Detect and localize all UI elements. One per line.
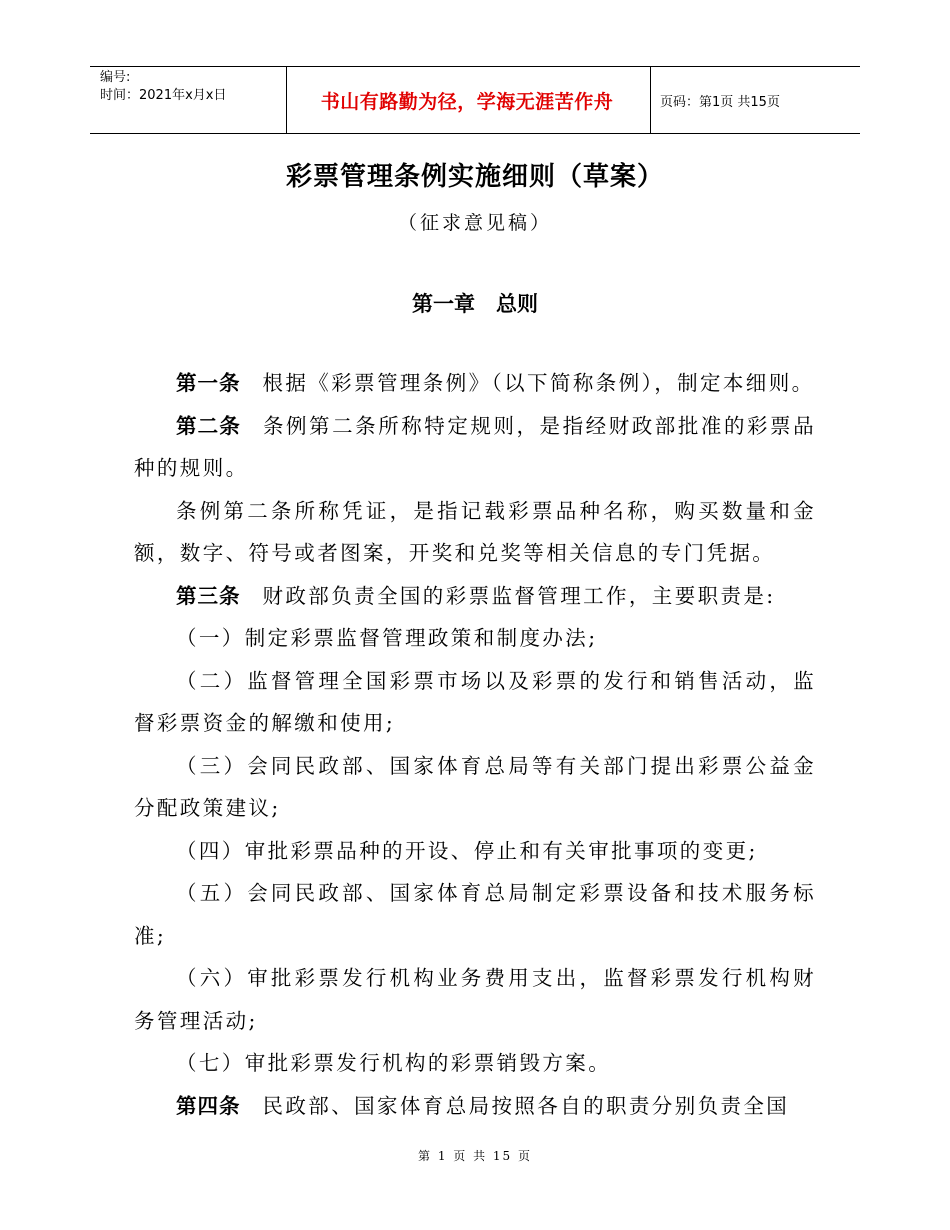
- list-item-text: （一）制定彩票监督管理政策和制度办法;: [176, 626, 598, 650]
- article-text: 条例第二条所称凭证，是指记载彩票品种名称，购买数量和金额，数字、符号或者图案，开奖和兑奖等相关信息的专门凭据。: [134, 498, 816, 565]
- list-item-text: （六）审批彩票发行机构业务费用支出，监督彩票发行机构财务管理活动;: [134, 966, 816, 1033]
- list-item: [134, 1042, 816, 1085]
- list-item: [134, 745, 816, 830]
- article-label: 第四条: [176, 1093, 241, 1118]
- header-table: [90, 66, 860, 134]
- document-subtitle: （征求意见稿）: [397, 212, 552, 234]
- list-item: [134, 617, 816, 660]
- article-paragraph: [134, 575, 816, 618]
- list-item-text: （七）审批彩票发行机构的彩票销毁方案。: [176, 1051, 612, 1075]
- article-text: 条例第二条所称特定规则，是指经财政部批准的彩票品种的规则。: [134, 413, 816, 480]
- list-item: [134, 957, 816, 1042]
- number-label: 编号:: [100, 70, 131, 85]
- article-text: 民政部、国家体育总局按照各自的职责分别负责全国: [262, 1093, 790, 1118]
- article-label: 第三条: [176, 583, 241, 608]
- list-item-text: （四）审批彩票品种的开设、停止和有关审批事项的变更;: [176, 838, 758, 863]
- list-item-text: （五）会同民政部、国家体育总局制定彩票设备和技术服务标准;: [134, 881, 816, 948]
- article-paragraph: [134, 405, 816, 490]
- article-paragraph: [134, 490, 816, 575]
- list-item-text: （二）监督管理全国彩票市场以及彩票的发行和销售活动，监督彩票资金的解缴和使用;: [134, 668, 816, 735]
- document-title: 彩票管理条例实施细则（草案）: [285, 162, 664, 192]
- list-item: [134, 872, 816, 957]
- list-item: [134, 660, 816, 745]
- header-meta: [100, 69, 226, 105]
- header-page-info: 页码：第1页 共15页: [660, 95, 780, 110]
- article-label: 第一条: [176, 371, 241, 395]
- page-footer: 第 1 页 共 15 页: [418, 1149, 532, 1163]
- time-label: 时间：2021年x月x日: [100, 88, 227, 103]
- article-text: 财政部负责全国的彩票监督管理工作，主要职责是:: [262, 583, 776, 608]
- chapter-heading: 第一章 总则: [412, 292, 538, 316]
- list-item: [134, 830, 816, 873]
- list-item-text: （三）会同民政部、国家体育总局等有关部门提出彩票公益金分配政策建议;: [134, 753, 816, 820]
- header-motto: 书山有路勤为径，学海无涯苦作舟: [320, 91, 614, 113]
- article-paragraph: [134, 362, 816, 405]
- header-divider: [650, 67, 651, 133]
- article-text: 根据《彩票管理条例》（以下简称条例），制定本细则。: [262, 371, 815, 395]
- article-label: 第二条: [176, 413, 241, 438]
- article-paragraph: [134, 1085, 816, 1128]
- document-body: [134, 362, 816, 1127]
